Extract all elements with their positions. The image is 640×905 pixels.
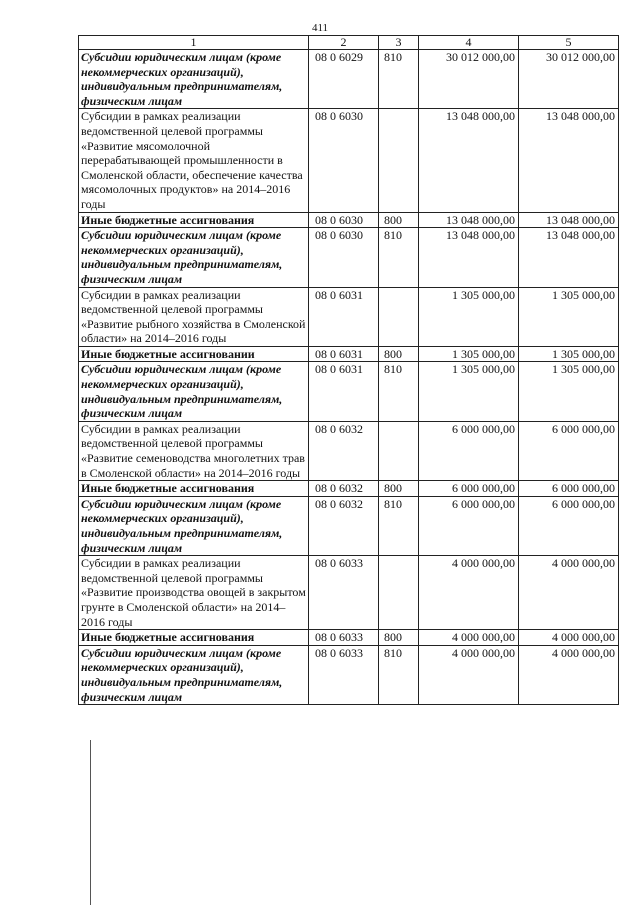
row-amount-cell-2: 6 000 000,00 <box>519 481 619 497</box>
row-amount-cell: 13 048 000,00 <box>419 109 519 212</box>
row-amount-cell-2: 1 305 000,00 <box>519 362 619 421</box>
row-expense-type-cell <box>379 556 419 630</box>
table-row <box>79 645 619 704</box>
row-code-cell: 08 0 6031 <box>309 287 379 346</box>
table-row <box>79 287 619 346</box>
table-body <box>79 50 619 705</box>
row-expense-type-cell: 800 <box>379 212 419 228</box>
row-amount-cell-2: 6 000 000,00 <box>519 496 619 555</box>
table-header-row <box>79 36 619 50</box>
table-row <box>79 212 619 228</box>
row-amount-cell: 30 012 000,00 <box>419 50 519 109</box>
row-amount-cell: 4 000 000,00 <box>419 630 519 646</box>
row-code-cell: 08 0 6030 <box>309 109 379 212</box>
row-code-cell: 08 0 6032 <box>309 496 379 555</box>
row-expense-type-cell: 800 <box>379 481 419 497</box>
row-name-cell: Субсидии в рамках реализации ведомственной целевой программы «Развитие мясомолочной перерабатывающей промышленности в Смоленской области, обеспечение качества мясомолочных продуктов» на 2014–2016 годы <box>79 109 309 212</box>
row-name-cell: Иные бюджетные ассигнования <box>79 630 309 646</box>
row-amount-cell: 4 000 000,00 <box>419 645 519 704</box>
row-expense-type-cell <box>379 421 419 480</box>
table-row <box>79 346 619 362</box>
row-amount-cell-2: 6 000 000,00 <box>519 421 619 480</box>
row-code-cell: 08 0 6030 <box>309 212 379 228</box>
table-row <box>79 556 619 630</box>
table-row <box>79 421 619 480</box>
row-name-cell: Субсидии в рамках реализации ведомственной целевой программы «Развитие производства овощей в закрытом грунте в Смоленской области» на 2014–2016 годы <box>79 556 309 630</box>
header-col-1: 1 <box>79 36 309 50</box>
row-expense-type-cell: 800 <box>379 630 419 646</box>
row-name-cell: Субсидии юридическим лицам (кроме некоммерческих организаций), индивидуальным предпринимателям, физическим лицам <box>79 50 309 109</box>
row-name-cell: Субсидии юридическим лицам (кроме некоммерческих организаций), индивидуальным предпринимателям, физическим лицам <box>79 362 309 421</box>
row-amount-cell-2: 4 000 000,00 <box>519 630 619 646</box>
row-expense-type-cell: 810 <box>379 362 419 421</box>
row-amount-cell: 1 305 000,00 <box>419 362 519 421</box>
table-row <box>79 481 619 497</box>
row-amount-cell: 1 305 000,00 <box>419 287 519 346</box>
row-amount-cell-2: 13 048 000,00 <box>519 109 619 212</box>
row-expense-type-cell: 810 <box>379 645 419 704</box>
row-amount-cell-2: 30 012 000,00 <box>519 50 619 109</box>
header-col-4: 4 <box>419 36 519 50</box>
row-amount-cell-2: 1 305 000,00 <box>519 346 619 362</box>
row-expense-type-cell <box>379 109 419 212</box>
row-amount-cell-2: 13 048 000,00 <box>519 212 619 228</box>
row-amount-cell: 6 000 000,00 <box>419 496 519 555</box>
row-amount-cell: 1 305 000,00 <box>419 346 519 362</box>
row-amount-cell: 13 048 000,00 <box>419 228 519 287</box>
table-row <box>79 109 619 212</box>
header-col-2: 2 <box>309 36 379 50</box>
header-col-3: 3 <box>379 36 419 50</box>
row-name-cell: Иные бюджетные ассигнования <box>79 481 309 497</box>
row-code-cell: 08 0 6032 <box>309 421 379 480</box>
row-code-cell: 08 0 6033 <box>309 556 379 630</box>
row-name-cell: Субсидии юридическим лицам (кроме некоммерческих организаций), индивидуальным предпринимателям, физическим лицам <box>79 228 309 287</box>
row-expense-type-cell: 810 <box>379 228 419 287</box>
header-col-5: 5 <box>519 36 619 50</box>
row-name-cell: Иные бюджетные ассигнования <box>79 212 309 228</box>
row-code-cell: 08 0 6029 <box>309 50 379 109</box>
row-amount-cell: 13 048 000,00 <box>419 212 519 228</box>
row-code-cell: 08 0 6033 <box>309 645 379 704</box>
row-expense-type-cell: 800 <box>379 346 419 362</box>
budget-table <box>78 35 619 705</box>
row-name-cell: Субсидии юридическим лицам (кроме некоммерческих организаций), индивидуальным предпринимателям, физическим лицам <box>79 496 309 555</box>
table-row <box>79 496 619 555</box>
table-row <box>79 362 619 421</box>
table-row <box>79 630 619 646</box>
row-amount-cell-2: 1 305 000,00 <box>519 287 619 346</box>
row-code-cell: 08 0 6031 <box>309 346 379 362</box>
row-code-cell: 08 0 6032 <box>309 481 379 497</box>
row-amount-cell: 6 000 000,00 <box>419 481 519 497</box>
table-row <box>79 228 619 287</box>
row-expense-type-cell <box>379 287 419 346</box>
row-code-cell: 08 0 6030 <box>309 228 379 287</box>
page-number: 411 <box>311 22 329 34</box>
row-amount-cell: 4 000 000,00 <box>419 556 519 630</box>
row-amount-cell-2: 4 000 000,00 <box>519 645 619 704</box>
row-name-cell: Субсидии юридическим лицам (кроме некоммерческих организаций), индивидуальным предпринимателям, физическим лицам <box>79 645 309 704</box>
table-row <box>79 50 619 109</box>
row-expense-type-cell: 810 <box>379 496 419 555</box>
row-amount-cell-2: 13 048 000,00 <box>519 228 619 287</box>
row-name-cell: Субсидии в рамках реализации ведомственной целевой программы «Развитие семеноводства многолетних трав в Смоленской области» на 2014–2016 годы <box>79 421 309 480</box>
row-name-cell: Субсидии в рамках реализации ведомственной целевой программы «Развитие рыбного хозяйства в Смоленской области» на 2014–2016 годы <box>79 287 309 346</box>
row-code-cell: 08 0 6031 <box>309 362 379 421</box>
row-amount-cell: 6 000 000,00 <box>419 421 519 480</box>
row-name-cell: Иные бюджетные ассигновании <box>79 346 309 362</box>
row-expense-type-cell: 810 <box>379 50 419 109</box>
margin-line <box>90 740 91 905</box>
row-code-cell: 08 0 6033 <box>309 630 379 646</box>
row-amount-cell-2: 4 000 000,00 <box>519 556 619 630</box>
